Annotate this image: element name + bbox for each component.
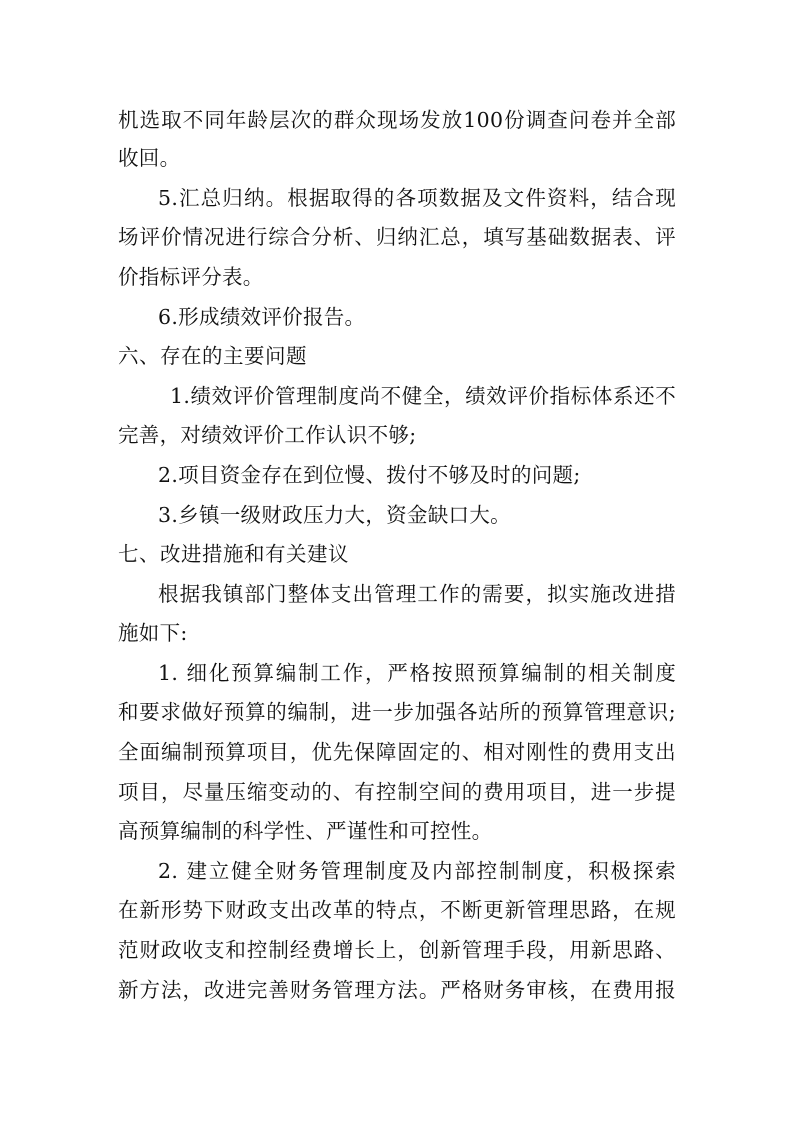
text-line: 1. 细化预算编制工作，严格按照预算编制的相关制度 [158,661,676,685]
text-line: 收回。 [118,146,181,170]
text-line: 在新形势下财政支出改革的特点，不断更新管理思路，在规 [118,898,676,922]
text-line: 高预算编制的科学性、严谨性和可控性。 [118,819,493,843]
text-line: 场评价情况进行综合分析、归纳汇总，填写基础数据表、评 [118,225,676,249]
text-line: 1.绩效评价管理制度尚不健全，绩效评价指标体系还不 [170,384,676,408]
text-line: 全面编制预算项目，优先保障固定的、相对刚性的费用支出 [118,740,676,764]
paragraph-issue-2: 2.项目资金存在到位慢、拨付不够及时的问题; [158,463,581,487]
text-line: 2. 建立健全财务管理制度及内部控制制度，积极探索 [158,859,676,883]
section-heading-measures: 七、改进措施和有关建议 [118,542,349,566]
text-line: 机选取不同年龄层次的群众现场发放100份调查问卷并全部 [118,108,676,132]
text-line: 根据我镇部门整体支出管理工作的需要，拟实施改进措 [158,582,676,606]
text-line: 和要求做好预算的编制，进一步加强各站所的预算管理意识; [118,700,676,724]
section-heading-problems: 六、存在的主要问题 [118,344,307,368]
paragraph-issue-3: 3.乡镇一级财政压力大，资金缺口大。 [158,503,511,527]
text-line: 新方法，改进完善财务管理方法。严格财务审核，在费用报 [118,978,676,1002]
text-line: 范财政收支和控制经费增长上，创新管理手段，用新思路、 [118,938,676,962]
text-line: 5.汇总归纳。根据取得的各项数据及文件资料，结合现 [158,186,676,210]
text-line: 完善，对绩效评价工作认识不够; [118,423,417,447]
text-line: 6.形成绩效评价报告。 [158,305,366,329]
text-line: 施如下: [118,621,188,645]
text-line: 项目，尽量压缩变动的、有控制空间的费用项目，进一步提 [118,780,676,804]
text-line: 价指标评分表。 [118,265,264,289]
